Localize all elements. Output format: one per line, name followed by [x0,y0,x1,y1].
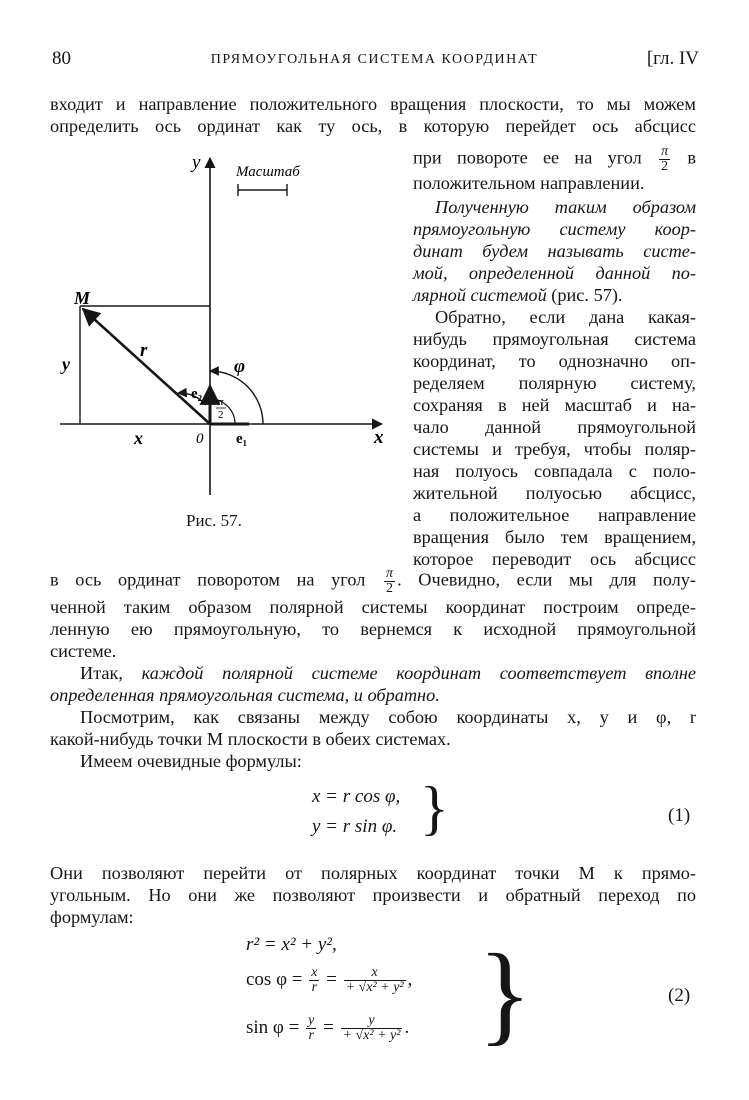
x-axis-label: x [374,427,384,448]
col-italic-2: прямоугольную систему коор- [413,219,696,239]
formula-1-line-2: y = r sin φ. [312,816,398,837]
formula-2-line-2: cos φ = $\frac{x}{r}$ = $\frac{x}{\text{+ √x² + y²}}$ , [246,965,413,995]
scale-label: Масштаб [236,164,300,180]
body-line-4: системе. [50,641,117,661]
col-rest-4: ределяем полярную систему, [413,373,696,393]
figure-57 [50,140,410,510]
col-line-1: при повороте ее на угол $\frac{\pi}{2}$ в [413,144,696,174]
col-rest-3: координат, то однозначно оп- [413,351,696,371]
col-rest-5: сохраняя в ней масштаб и на- [413,395,696,415]
col-rest-11: вращения было тем вращением, [413,527,696,547]
body-line-2: ченной таким образом полярной системы координат построим опреде- [50,597,696,617]
body-line-10: Они позволяют перейти от полярных координат точки M к прямо- [50,863,696,883]
angle-den: 2 [218,409,224,421]
page-number: 80 [52,48,71,69]
body-line-11: угольным. Но они же позволяют произвести и обратный переход по [50,885,696,905]
formula-2-line-1: r² = x² + y², [246,934,337,955]
e1-label: e₁ [236,431,248,447]
point-m-label: M [74,288,91,308]
intro-line-2: определить ось ординат как ту ось, в которую перейдет ось абсцисс [50,116,696,136]
formula-2-brace: } [478,932,532,1056]
phi-label: φ [234,356,246,377]
body-line-8: какой-нибудь точки M плоскости в обеих системах. [50,729,451,749]
body-line-7: Посмотрим, как связаны между собою координаты x, y и φ, r [80,707,696,727]
formula-1-brace: } [420,775,449,841]
col-rest-12: которое переводит ось абсцисс [413,549,696,569]
chapter-label: [гл. IV [646,48,699,69]
col-rest-2: нибудь прямоугольная система [413,329,696,349]
col-rest-6: чало данной прямоугольной [413,417,696,437]
col-italic-1: Полученную таким образом [435,197,696,217]
body-line-9: Имеем очевидные формулы: [80,751,302,771]
col-rest-8: ная полуось совпадала с поло- [413,461,696,481]
col-rest-10: а положительное направление [413,505,696,525]
running-title: ПРЯМОУГОЛЬНАЯ СИСТЕМА КООРДИНАТ [210,52,539,67]
equation-number-1: (1) [668,805,691,826]
body-line-5: Итак, каждой полярной системе координат соответствует вполне [80,663,696,683]
y-axis-label: y [192,152,201,173]
col-line-2: положительном направлении. [413,173,645,193]
r-label: r [140,340,148,361]
pi-over-2-fraction: $\frac{\pi}{2}$ [661,144,669,174]
intro-line-1: входит и направление положительного вращения плоскости, то мы можем [50,94,696,114]
e2-label: e₂ [191,386,203,402]
col-italic-3: динат будем называть систе- [413,241,696,261]
pi-over-2-fraction-2: $\frac{\pi}{2}$ [386,566,394,596]
figure-caption: Рис. 57. [186,511,242,530]
body-line-3: ленную ею прямоугольную, то вернемся к исходной прямоугольной [50,619,696,639]
col-italic-5: лярной системой (рис. 57). [413,285,623,305]
body-line-1: в ось ординат поворотом на угол $\frac{\pi}{2}$ . Очевидно, если мы для полу- [50,566,696,596]
angle-num: π [218,396,224,408]
body-line-12: формулам: [50,907,134,927]
y-coord-label: y [62,354,70,374]
origin-label: 0 [196,431,204,447]
body-line-6: определенная прямоугольная система, и обратно. [50,685,440,705]
x-coord-label: x [134,428,143,448]
col-rest-1: Обратно, если дана какая- [435,307,696,327]
formula-2-line-3: sin φ = $\frac{y}{r}$ = $\frac{y}{\text{+ √x² + y²}}$ . [246,1013,410,1043]
formula-1-line-1: x = r cos φ, [312,786,401,807]
col-rest-9: жительной полуосью абсцисс, [413,483,696,503]
radius-vector [83,309,210,424]
equation-number-2: (2) [668,985,691,1006]
col-rest-7: системы и требуя, чтобы поляр- [413,439,696,459]
col-italic-4: мой, определенной данной по- [413,263,696,283]
